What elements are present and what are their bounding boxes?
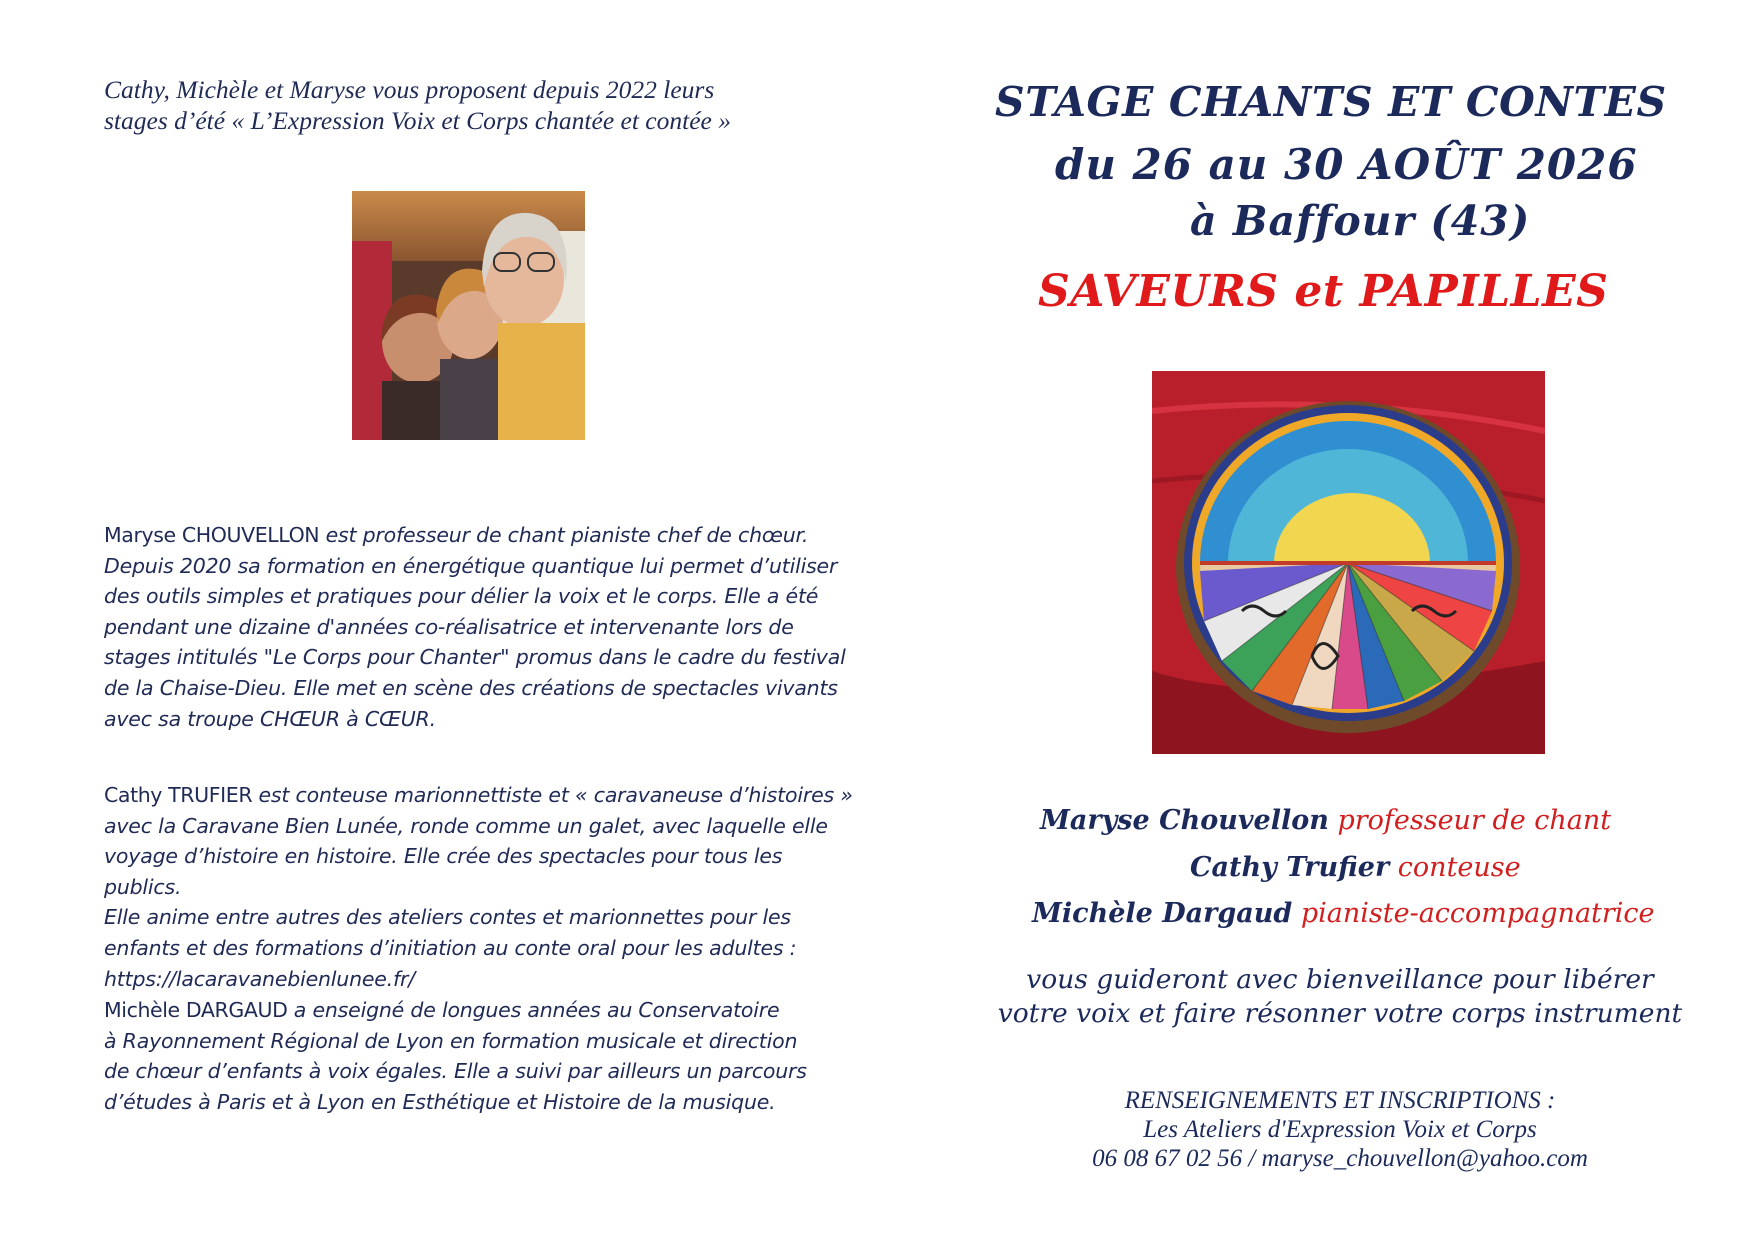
contact-phone-email[interactable]: 06 08 67 02 56 / maryse_chouvellon@yahoo.com xyxy=(1092,1145,1588,1172)
bio-maryse-line-7: avec sa troupe CHŒUR à CŒUR. xyxy=(104,706,436,731)
bio-michele-line-3: de chœur d’enfants à voix égales. Elle a suivi par ailleurs un parcours xyxy=(104,1059,807,1084)
bio-michele-line-2: à Rayonnement Régional de Lyon en formation musicale et direction xyxy=(104,1028,798,1053)
intro-text xyxy=(104,74,864,136)
intro-line-1: Cathy, Michèle et Maryse vous proposent depuis 2022 leurs xyxy=(104,75,715,104)
team-member-3 xyxy=(1032,898,1655,929)
bio-maryse-line-6: de la Chaise-Dieu. Elle met en scène des créations de spectacles vivants xyxy=(104,675,838,700)
team-member-3-name: Michèle Dargaud xyxy=(1032,898,1293,929)
team-member-2-role: conteuse xyxy=(1397,852,1521,883)
bio-michele-name: Michèle DARGAUD xyxy=(104,998,288,1022)
contact-heading: RENSEIGNEMENTS ET INSCRIPTIONS : xyxy=(1124,1087,1556,1114)
trio-photo-image xyxy=(352,191,585,440)
title-line-1: STAGE CHANTS ET CONTES xyxy=(995,78,1667,126)
intro-line-2: stages d’été « L’Expression Voix et Corps chantée et contée » xyxy=(104,106,731,135)
bio-cathy xyxy=(104,780,864,994)
team-member-1 xyxy=(1040,805,1611,836)
guide-line-2: votre voix et faire résonner votre corps instrument xyxy=(997,998,1683,1029)
bio-cathy-line-3: voyage d’histoire en histoire. Elle crée des spectacles pour tous les publics. xyxy=(104,844,783,899)
bio-maryse-line-3: des outils simples et pratiques pour délier la voix et le corps. Elle a été xyxy=(104,584,819,609)
theme-subtitle: SAVEURS et PAPILLES xyxy=(1038,266,1609,317)
contact-block xyxy=(975,1086,1705,1173)
bio-maryse-line-2: Depuis 2020 sa formation en énergétique quantique lui permet d’utiliser xyxy=(104,553,838,578)
trio-photo xyxy=(352,191,585,440)
painted-plate-image xyxy=(1152,371,1545,754)
bio-cathy-line-5: enfants et des formations d’initiation au conte oral pour les adultes : xyxy=(104,935,797,960)
bio-maryse-line-1: est professeur de chant pianiste chef de chœur. xyxy=(319,523,809,547)
bio-maryse-line-4: pendant une dizaine d'années co-réalisatrice et intervenante lors de xyxy=(104,614,794,639)
bio-cathy-name: Cathy TRUFIER xyxy=(104,783,253,807)
painted-plate-artwork xyxy=(1152,371,1545,754)
bio-maryse-line-5: stages intitulés "Le Corps pour Chanter" promus dans le cadre du festival xyxy=(104,645,846,670)
title-line-2: du 26 au 30 AOÛT 2026 xyxy=(1055,140,1638,189)
team-member-2-name: Cathy Trufier xyxy=(1190,852,1390,883)
bio-michele xyxy=(104,995,864,1117)
bio-cathy-line-1: est conteuse marionnettiste et « caravaneuse d’histoires » xyxy=(252,783,853,807)
guide-line-1: vous guideront avec bienveillance pour libérer xyxy=(1026,964,1654,995)
bio-maryse xyxy=(104,520,864,734)
guide-text xyxy=(975,963,1705,1031)
bio-michele-line-1: a enseigné de longues années au Conservatoire xyxy=(287,998,780,1022)
title-line-3: à Baffour (43) xyxy=(1190,197,1531,245)
bio-michele-line-4: d’études à Paris et à Lyon en Esthétique et Histoire de la musique. xyxy=(104,1089,776,1114)
bio-cathy-line-2: avec la Caravane Bien Lunée, ronde comme un galet, avec laquelle elle xyxy=(104,813,828,838)
team-member-3-role: pianiste-accompagnatrice xyxy=(1300,898,1655,929)
bio-cathy-line-4: Elle anime entre autres des ateliers contes et marionnettes pour les xyxy=(104,905,791,930)
contact-organization: Les Ateliers d'Expression Voix et Corps xyxy=(1143,1116,1537,1143)
bio-cathy-link[interactable]: https://lacaravanebienlunee.fr/ xyxy=(104,966,415,991)
team-member-1-name: Maryse Chouvellon xyxy=(1040,805,1329,836)
bio-maryse-name: Maryse CHOUVELLON xyxy=(104,523,320,547)
team-member-1-role: professeur de chant xyxy=(1337,805,1612,836)
team-member-2 xyxy=(1190,852,1521,883)
